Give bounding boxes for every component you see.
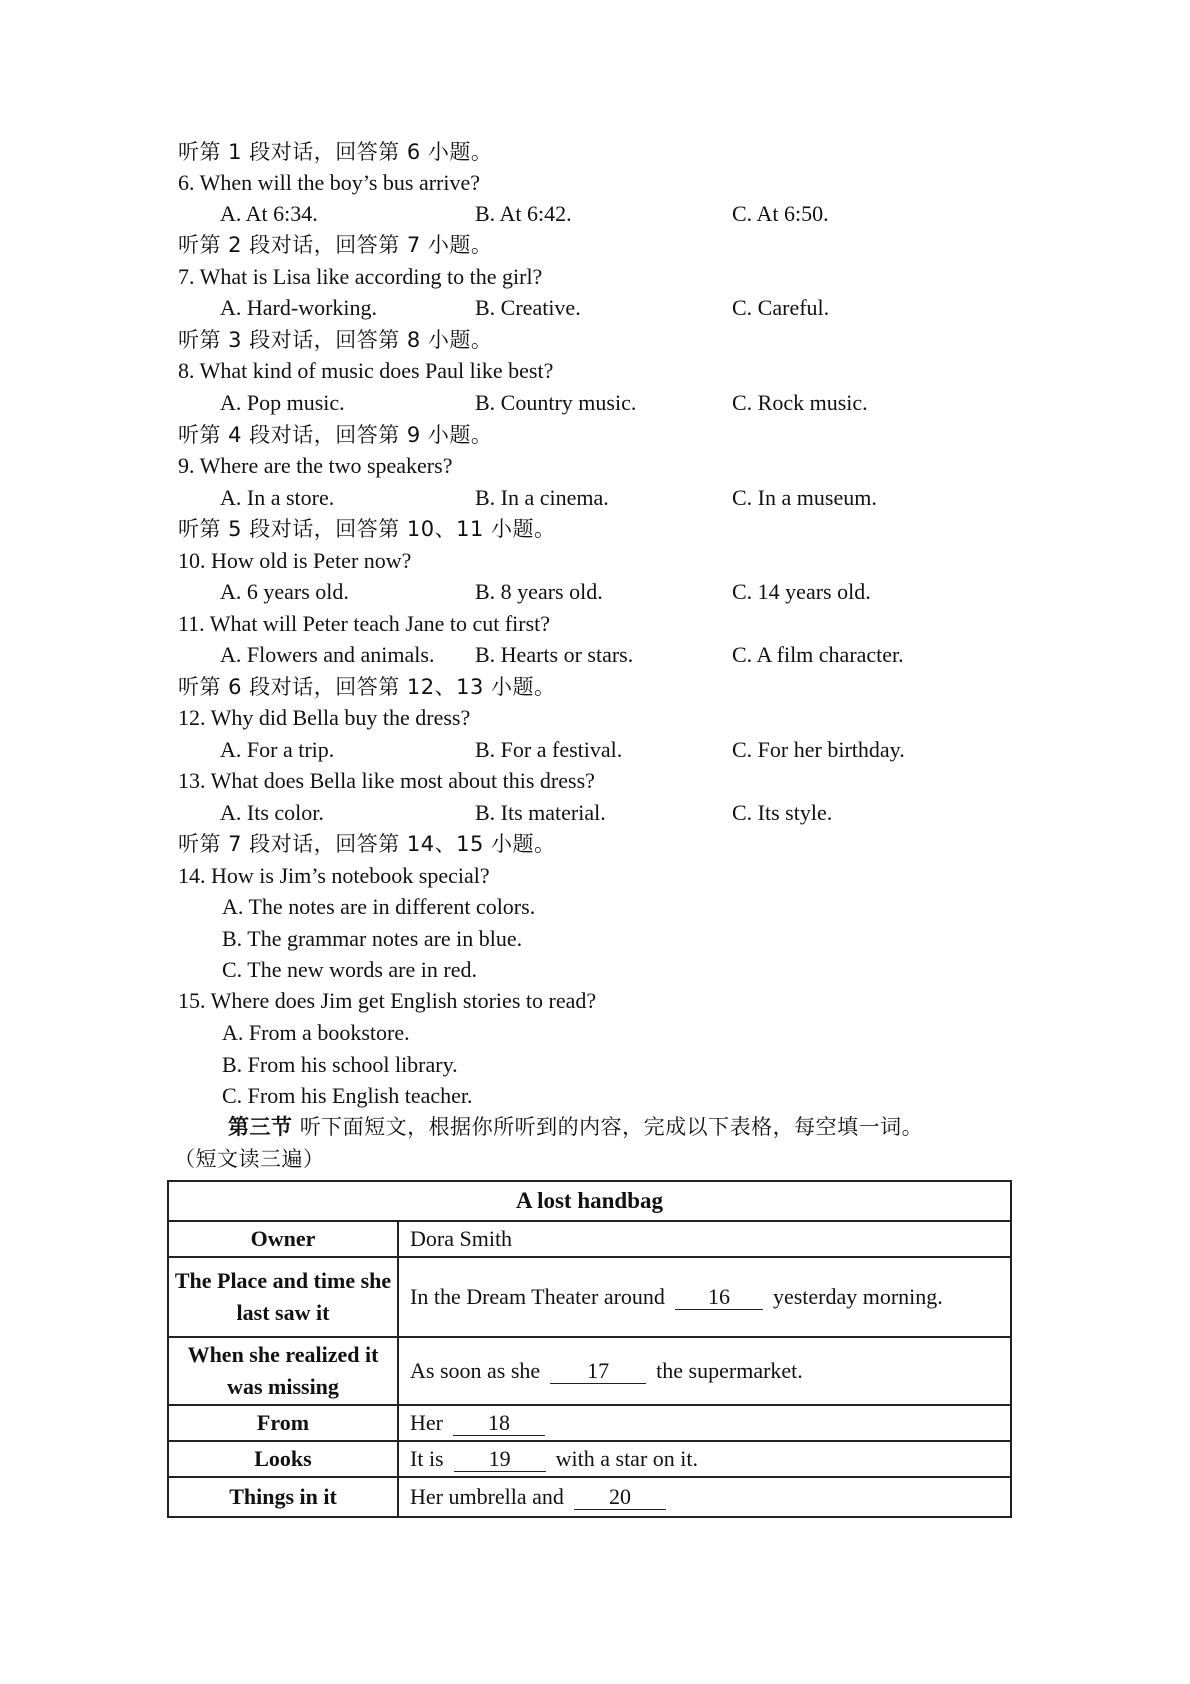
row-value (398, 1405, 1011, 1441)
reading-note: （短文读三遍） (174, 1147, 325, 1171)
dialogue-header: 听第 1 段对话，回答第 6 小题。 (178, 140, 493, 164)
value-text-after: the supermarket. (656, 1358, 803, 1383)
value-text: Her (410, 1410, 443, 1435)
dialogue-header: 听第 7 段对话，回答第 14、15 小题。 (178, 832, 556, 856)
blank-20[interactable]: 20 (574, 1485, 666, 1510)
row-value (398, 1477, 1011, 1517)
option-a: A. For a trip. (220, 737, 335, 762)
row-label: The Place and time she last saw it (168, 1257, 398, 1337)
options-row (0, 798, 1190, 828)
row-value (398, 1257, 1011, 1337)
options-row (0, 199, 1190, 229)
option-a: A. The notes are in different colors. (222, 894, 536, 919)
dialogue-header: 听第 4 段对话，回答第 9 小题。 (178, 423, 493, 447)
row-label: Things in it (168, 1477, 398, 1517)
table-row (168, 1405, 1011, 1441)
options-row (0, 735, 1190, 765)
row-value (398, 1221, 1011, 1257)
question-13: 13. What does Bella like most about this dress? (178, 768, 595, 793)
option-c: C. For her birthday. (732, 737, 905, 762)
options-row (0, 293, 1190, 323)
option-b: B. Hearts or stars. (475, 642, 634, 667)
value-text: Her umbrella and (410, 1484, 564, 1509)
options-row (0, 483, 1190, 513)
option-c: C. From his English teacher. (222, 1083, 473, 1108)
row-value (398, 1441, 1011, 1477)
option-b: B. 8 years old. (475, 579, 603, 604)
dialogue-header: 听第 2 段对话，回答第 7 小题。 (178, 233, 493, 257)
option-b: B. Country music. (475, 390, 637, 415)
option-b: B. At 6:42. (475, 201, 572, 226)
table-row (168, 1257, 1011, 1337)
options-row (0, 388, 1190, 418)
question-7: 7. What is Lisa like according to the girl? (178, 264, 543, 289)
question-6: 6. When will the boy’s bus arrive? (178, 170, 481, 195)
value-text: Dora Smith (410, 1226, 513, 1251)
dialogue-header: 听第 5 段对话，回答第 10、11 小题。 (178, 517, 556, 541)
option-c: C. Careful. (732, 295, 830, 320)
blank-18[interactable]: 18 (453, 1411, 545, 1436)
section-instruction-text: 听下面短文，根据你所听到的内容，完成以下表格，每空填一词。 (299, 1115, 924, 1139)
row-label: Looks (168, 1441, 398, 1477)
option-c: C. Rock music. (732, 390, 868, 415)
table-row (168, 1441, 1011, 1477)
option-c: C. In a museum. (732, 485, 877, 510)
option-c: C. At 6:50. (732, 201, 829, 226)
option-a: A. Pop music. (220, 390, 345, 415)
option-b: B. The grammar notes are in blue. (222, 926, 523, 951)
option-b: B. From his school library. (222, 1052, 458, 1077)
option-a: A. In a store. (220, 485, 335, 510)
table-row (168, 1337, 1011, 1405)
option-b: B. Its material. (475, 800, 606, 825)
options-row (0, 577, 1190, 607)
question-10: 10. How old is Peter now? (178, 548, 412, 573)
table-row (168, 1477, 1011, 1517)
option-b: B. In a cinema. (475, 485, 609, 510)
table-row (168, 1221, 1011, 1257)
question-12: 12. Why did Bella buy the dress? (178, 705, 471, 730)
option-c: C. Its style. (732, 800, 833, 825)
option-b: B. For a festival. (475, 737, 623, 762)
value-text: It is (410, 1446, 444, 1471)
lost-handbag-table (167, 1180, 1012, 1518)
option-c: C. 14 years old. (732, 579, 871, 604)
options-row (0, 640, 1190, 670)
dialogue-header: 听第 3 段对话，回答第 8 小题。 (178, 328, 493, 352)
section-title: 第三节 (228, 1115, 293, 1139)
value-text: As soon as she (410, 1358, 541, 1383)
value-text-after: with a star on it. (555, 1446, 698, 1471)
question-8: 8. What kind of music does Paul like best? (178, 358, 554, 383)
table-title: A lost handbag (168, 1181, 1011, 1221)
blank-17[interactable]: 17 (550, 1359, 646, 1384)
question-14: 14. How is Jim’s notebook special? (178, 863, 490, 888)
option-c: C. A film character. (732, 642, 904, 667)
option-b: B. Creative. (475, 295, 581, 320)
row-value (398, 1337, 1011, 1405)
row-label: From (168, 1405, 398, 1441)
option-a: A. Hard-working. (220, 295, 378, 320)
option-a: A. Flowers and animals. (220, 642, 435, 667)
option-a: A. From a bookstore. (222, 1020, 410, 1045)
option-a: A. Its color. (220, 800, 324, 825)
dialogue-header: 听第 6 段对话，回答第 12、13 小题。 (178, 675, 556, 699)
section-instruction (0, 1112, 1190, 1142)
question-15: 15. Where does Jim get English stories to read? (178, 988, 597, 1013)
question-9: 9. Where are the two speakers? (178, 453, 453, 478)
row-label: Owner (168, 1221, 398, 1257)
question-11: 11. What will Peter teach Jane to cut first? (178, 611, 551, 636)
row-label: When she realized it was missing (168, 1337, 398, 1405)
value-text: In the Dream Theater around (410, 1284, 665, 1309)
value-text-after: yesterday morning. (772, 1284, 943, 1309)
blank-19[interactable]: 19 (454, 1447, 546, 1472)
option-a: A. 6 years old. (220, 579, 349, 604)
option-c: C. The new words are in red. (222, 957, 477, 982)
option-a: A. At 6:34. (220, 201, 318, 226)
blank-16[interactable]: 16 (675, 1285, 763, 1310)
